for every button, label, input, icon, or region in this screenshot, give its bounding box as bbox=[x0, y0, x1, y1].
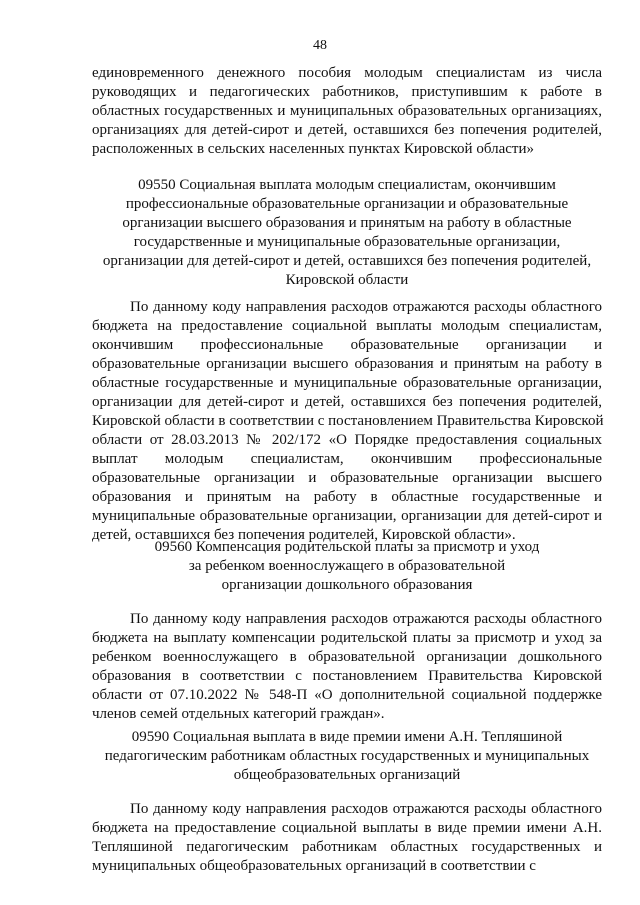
section-heading-line: 09590 Социальная выплата в виде премии имени А.Н. Тепляшиной bbox=[131, 729, 563, 745]
section-heading-line: профессиональные образовательные организации и образовательные bbox=[125, 196, 569, 212]
paragraph-line: руководящих и педагогических работников, приступившим к работе в bbox=[92, 84, 602, 100]
paragraph-line: ребенком военнослужащего в образовательной организации дошкольного bbox=[92, 649, 602, 665]
paragraph-line: бюджета на выплату компенсации родительской платы за присмотр и уход за bbox=[92, 630, 602, 646]
section-heading-line: за ребенком военнослужащего в образовательной bbox=[188, 558, 506, 574]
section-heading-line: общеобразовательных организаций bbox=[233, 767, 461, 783]
paragraph-line: образовательные организации и образовательные организации высшего bbox=[92, 470, 602, 486]
paragraph-line: бюджета на предоставление социальной выплаты в виде премии имени А.Н. bbox=[92, 820, 602, 836]
paragraph-line: членов семей отдельных категорий граждан». bbox=[92, 706, 385, 722]
paragraph-line: муниципальных общеобразовательных организаций в соответствии с bbox=[92, 858, 536, 874]
paragraph-line: организации для детей-сирот и детей, оставшихся без попечения родителей, bbox=[92, 394, 602, 410]
paragraph-line: Тепляшиной педагогическим работникам областных государственных и bbox=[92, 839, 602, 855]
paragraph-line: области от 28.03.2013 № 202/172 «О Порядке предоставления социальных bbox=[92, 432, 602, 448]
paragraph-line: выплат молодым специалистам, окончившим профессиональные bbox=[92, 451, 602, 467]
paragraph-line: детей, оставшихся без попечения родителей, Кировской области». bbox=[92, 527, 516, 543]
paragraph-line: муниципальные образовательные организации, организации для детей-сирот и bbox=[92, 508, 602, 524]
section-heading-line: 09550 Социальная выплата молодым специалистам, окончившим bbox=[138, 177, 556, 193]
paragraph-line: образования и принятым на работу в областные государственные и bbox=[92, 489, 602, 505]
section-heading-line: государственные и муниципальные образовательные организации, bbox=[133, 234, 561, 250]
paragraph-line: организациях для детей-сирот и детей, оставшихся без попечения родителей, bbox=[92, 122, 602, 138]
paragraph-line: По данному коду направления расходов отражаются расходы областного bbox=[130, 801, 602, 817]
paragraph-line: окончившим профессиональные образовательные организации и bbox=[92, 337, 602, 353]
paragraph-line: По данному коду направления расходов отражаются расходы областного bbox=[130, 611, 602, 627]
paragraph-line: областных государственных и муниципальных образовательных организациях, bbox=[92, 103, 602, 119]
section-heading-line: организации высшего образования и принятым на работу в областные bbox=[122, 215, 572, 231]
section-heading-line: организации дошкольного образования bbox=[221, 577, 473, 593]
section-heading-line: Кировской области bbox=[285, 272, 409, 288]
page-number: 48 bbox=[313, 38, 327, 53]
section-heading-line: 09560 Компенсация родительской платы за присмотр и уход bbox=[154, 539, 540, 555]
paragraph-line: образования в соответствии с постановлением Правительства Кировской bbox=[92, 668, 602, 684]
paragraph-line: Кировской области в соответствии с постановлением Правительства Кировской bbox=[92, 413, 604, 429]
section-heading-line: организации для детей-сирот и детей, оставшихся без попечения родителей, bbox=[102, 253, 592, 269]
section-heading-line: педагогическим работникам областных государственных и муниципальных bbox=[104, 748, 590, 764]
paragraph-line: областные государственные и муниципальные образовательные организации, bbox=[92, 375, 602, 391]
paragraph-line: По данному коду направления расходов отражаются расходы областного bbox=[130, 299, 602, 315]
paragraph-line: единовременного денежного пособия молодым специалистам из числа bbox=[92, 65, 602, 81]
paragraph-line: расположенных в сельских населенных пунктах Кировской области» bbox=[92, 141, 534, 157]
paragraph-line: бюджета на предоставление социальной выплаты молодым специалистам, bbox=[92, 318, 602, 334]
paragraph-line: области от 07.10.2022 № 548-П «О дополнительной социальной поддержке bbox=[92, 687, 602, 703]
paragraph-line: образовательные организации высшего образования и принятым на работу в bbox=[92, 356, 602, 372]
